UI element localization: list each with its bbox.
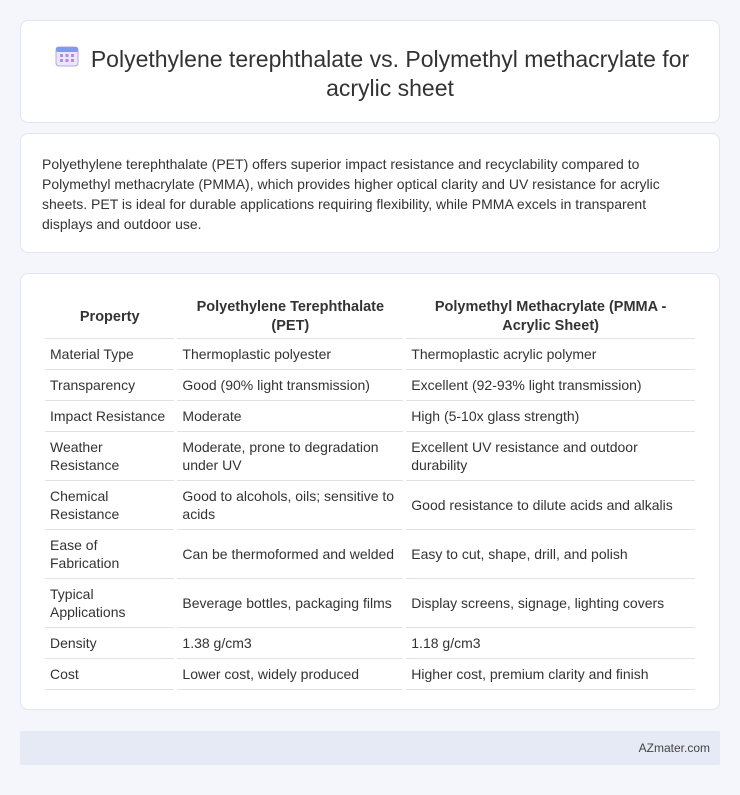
row-pmma-value: Easy to cut, shape, drill, and polish bbox=[406, 530, 695, 579]
row-pmma-value: Higher cost, premium clarity and finish bbox=[406, 659, 695, 690]
row-pmma-value: Thermoplastic acrylic polymer bbox=[406, 339, 695, 370]
row-pet-value: Moderate bbox=[177, 401, 403, 432]
row-pmma-value: High (5-10x glass strength) bbox=[406, 401, 695, 432]
footer-site-link[interactable]: AZmater.com bbox=[638, 741, 710, 755]
header-pmma: Polymethyl Methacrylate (PMMA - Acrylic Sheet) bbox=[406, 294, 695, 339]
row-property: Material Type bbox=[45, 339, 174, 370]
row-property: Transparency bbox=[45, 370, 174, 401]
row-pet-value: Beverage bottles, packaging films bbox=[177, 579, 403, 628]
row-pet-value: Lower cost, widely produced bbox=[177, 659, 403, 690]
row-property: Impact Resistance bbox=[45, 401, 174, 432]
header-pet: Polyethylene Terephthalate (PET) bbox=[177, 294, 403, 339]
table-row bbox=[45, 530, 695, 579]
row-property: Cost bbox=[45, 659, 174, 690]
table-row bbox=[45, 432, 695, 481]
table-row bbox=[45, 481, 695, 530]
summary-text: Polyethylene terephthalate (PET) offers superior impact resistance and recyclability compared to Polymethyl methacrylate (PMMA), which provides higher optical clarity and UV resistance for acrylic sheets. PET is ideal for durable applications requiring flexibility, while PMMA excels in transparent displays and outdoor use. bbox=[42, 156, 660, 232]
table-row bbox=[45, 579, 695, 628]
row-pmma-value: Good resistance to dilute acids and alkalis bbox=[406, 481, 695, 530]
row-property: Weather Resistance bbox=[45, 432, 174, 481]
summary-card bbox=[20, 133, 720, 253]
row-pmma-value: Excellent UV resistance and outdoor durability bbox=[406, 432, 695, 481]
table-row bbox=[45, 401, 695, 432]
row-pet-value: 1.38 g/cm3 bbox=[177, 628, 403, 659]
row-pet-value: Moderate, prone to degradation under UV bbox=[177, 432, 403, 481]
row-pmma-value: 1.18 g/cm3 bbox=[406, 628, 695, 659]
row-pmma-value: Display screens, signage, lighting covers bbox=[406, 579, 695, 628]
row-pmma-value: Excellent (92-93% light transmission) bbox=[406, 370, 695, 401]
footer-bar bbox=[20, 731, 720, 765]
header-property: Property bbox=[45, 294, 174, 339]
title-card bbox=[20, 20, 720, 123]
row-pet-value: Thermoplastic polyester bbox=[177, 339, 403, 370]
comparison-table bbox=[42, 294, 698, 690]
comparison-table-card bbox=[20, 273, 720, 710]
title-wrap bbox=[21, 45, 719, 103]
row-pet-value: Good (90% light transmission) bbox=[177, 370, 403, 401]
row-property: Ease of Fabrication bbox=[45, 530, 174, 579]
page-title: Polyethylene terephthalate vs. Polymethyl methacrylate for acrylic sheet bbox=[90, 46, 690, 101]
table-row bbox=[45, 628, 695, 659]
row-pet-value: Good to alcohols, oils; sensitive to acids bbox=[177, 481, 403, 530]
row-property: Typical Applications bbox=[45, 579, 174, 628]
table-row bbox=[45, 370, 695, 401]
table-header-row bbox=[45, 294, 695, 339]
row-property: Chemical Resistance bbox=[45, 481, 174, 530]
row-pet-value: Can be thermoformed and welded bbox=[177, 530, 403, 579]
row-property: Density bbox=[45, 628, 174, 659]
table-row bbox=[45, 659, 695, 690]
table-row bbox=[45, 339, 695, 370]
